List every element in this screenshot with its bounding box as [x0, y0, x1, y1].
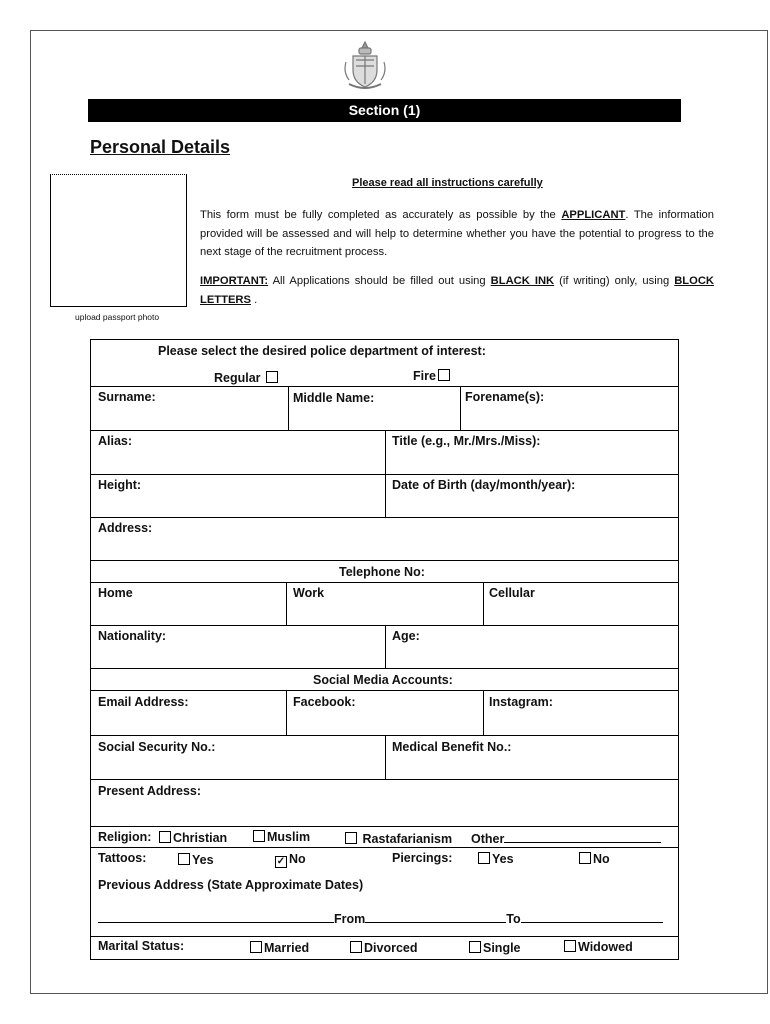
dob-field[interactable]: Date of Birth (day/month/year): — [392, 478, 576, 492]
piercings-yes-option[interactable] — [476, 852, 514, 866]
important-paragraph — [200, 272, 714, 310]
previous-address-line[interactable] — [98, 911, 663, 926]
divorced-label: Divorced — [364, 941, 418, 955]
to-label: To — [506, 912, 521, 926]
telephone-heading: Telephone No: — [339, 565, 425, 579]
widowed-checkbox[interactable] — [564, 940, 576, 952]
row-divider — [91, 560, 678, 561]
divorced-checkbox[interactable] — [350, 941, 362, 953]
fire-label: Fire — [413, 369, 436, 383]
to-date-blank[interactable] — [521, 911, 663, 923]
piercings-yes-checkbox[interactable] — [478, 852, 490, 864]
regular-option[interactable] — [214, 371, 280, 385]
married-label: Married — [264, 941, 310, 955]
instructions-heading: Please read all instructions carefully — [352, 177, 543, 189]
piercings-yes-label: Yes — [492, 852, 514, 866]
alias-field[interactable]: Alias: — [98, 434, 133, 448]
married-checkbox[interactable] — [250, 941, 262, 953]
applicant-emphasis: APPLICANT — [561, 209, 626, 221]
email-field[interactable]: Email Address: — [98, 695, 189, 709]
address-field[interactable]: Address: — [98, 521, 153, 535]
from-date-blank[interactable] — [365, 911, 506, 923]
marital-single-option[interactable] — [467, 941, 521, 955]
religion-muslim[interactable] — [251, 830, 310, 844]
medical-benefit-field[interactable]: Medical Benefit No.: — [392, 740, 512, 754]
row-divider — [91, 517, 678, 518]
col-divider — [483, 582, 484, 625]
social-media-heading: Social Media Accounts: — [313, 673, 453, 687]
piercings-no-label: No — [593, 852, 610, 866]
important-text-1: All Applications should be filled out using — [268, 275, 491, 287]
religion-rastafarianism[interactable] — [343, 832, 452, 846]
ssn-field[interactable]: Social Security No.: — [98, 740, 216, 754]
piercings-label: Piercings: — [392, 851, 453, 865]
religion-christian[interactable] — [157, 831, 227, 845]
title-field[interactable]: Title (e.g., Mr./Mrs./Miss): — [392, 434, 541, 448]
previous-address-label: Previous Address (State Approximate Dates) — [98, 878, 364, 892]
forenames-field[interactable]: Forename(s): — [465, 390, 545, 404]
tattoos-yes-checkbox[interactable] — [178, 853, 190, 865]
application-form — [90, 339, 679, 960]
row-divider — [91, 668, 678, 669]
col-divider — [286, 582, 287, 625]
row-divider — [91, 582, 678, 583]
row-divider — [91, 386, 678, 387]
work-phone-field[interactable]: Work — [293, 586, 325, 600]
row-divider — [91, 690, 678, 691]
religion-other[interactable] — [471, 831, 661, 846]
tattoos-yes-label: Yes — [192, 853, 214, 867]
muslim-checkbox[interactable] — [253, 830, 265, 842]
rastafarianism-checkbox[interactable] — [345, 832, 357, 844]
page-title: Personal Details — [90, 137, 231, 157]
important-label: IMPORTANT: — [200, 275, 269, 287]
col-divider — [385, 735, 386, 779]
rastafarianism-label: Rastafarianism — [362, 832, 453, 846]
piercings-no-option[interactable] — [577, 852, 610, 866]
present-address-field[interactable]: Present Address: — [98, 784, 202, 798]
widowed-label: Widowed — [578, 940, 633, 954]
col-divider — [460, 386, 461, 430]
row-divider — [91, 826, 678, 827]
piercings-no-checkbox[interactable] — [579, 852, 591, 864]
tattoos-no-checkbox[interactable]: ✓ — [276, 856, 286, 867]
previous-address-blank[interactable] — [98, 911, 334, 923]
tattoos-label: Tattoos: — [98, 851, 147, 865]
age-field[interactable]: Age: — [392, 629, 420, 643]
height-field[interactable]: Height: — [98, 478, 142, 492]
crest-logo-icon — [340, 40, 390, 92]
row-divider — [91, 847, 678, 848]
intro-paragraph — [200, 206, 714, 262]
col-divider — [385, 625, 386, 668]
block-letters-emphasis: BLOCK LETTERS — [200, 275, 714, 306]
fire-option[interactable] — [413, 369, 452, 383]
section-title-bar: Section (1) — [88, 99, 681, 122]
tattoos-no-label: No — [289, 852, 306, 866]
photo-caption: upload passport photo — [75, 312, 160, 322]
other-blank[interactable] — [504, 831, 661, 843]
surname-field[interactable]: Surname: — [98, 390, 156, 404]
from-label: From — [334, 912, 366, 926]
black-ink-emphasis: BLACK INK — [490, 275, 555, 287]
muslim-label: Muslim — [267, 830, 311, 844]
intro-text-1: This form must be fully completed as accurately as possible by the — [200, 209, 562, 221]
middle-name-field[interactable]: Middle Name: — [293, 391, 375, 405]
tattoos-no-option[interactable] — [273, 852, 306, 868]
marital-widowed-option[interactable] — [562, 940, 633, 954]
department-heading: Please select the desired police department of interest: — [158, 344, 486, 358]
col-divider — [483, 690, 484, 735]
row-divider — [91, 779, 678, 780]
intro-text-2: . The information provided will be assessed and will help to determine whether you have the potential to progress to the next stage of the recruitment process. — [200, 209, 714, 258]
regular-label: Regular — [214, 371, 261, 385]
col-divider — [385, 430, 386, 517]
marital-divorced-option[interactable] — [348, 941, 418, 955]
col-divider — [286, 690, 287, 735]
col-divider — [288, 386, 289, 430]
christian-label: Christian — [173, 831, 228, 845]
row-divider — [91, 936, 678, 937]
cellular-phone-field[interactable]: Cellular — [489, 586, 535, 600]
religion-label: Religion: — [98, 830, 152, 844]
christian-checkbox[interactable] — [159, 831, 171, 843]
marital-status-label: Marital Status: — [98, 939, 185, 953]
instagram-field[interactable]: Instagram: — [489, 695, 553, 709]
passport-photo-upload[interactable] — [50, 174, 187, 307]
tattoos-yes-option[interactable] — [176, 853, 214, 867]
important-text-3: . — [250, 294, 258, 306]
fire-checkbox[interactable] — [438, 369, 450, 381]
nationality-field[interactable]: Nationality: — [98, 629, 167, 643]
regular-checkbox[interactable] — [266, 371, 278, 383]
single-label: Single — [483, 941, 521, 955]
facebook-field[interactable]: Facebook: — [293, 695, 356, 709]
home-phone-field[interactable]: Home — [98, 586, 133, 600]
single-checkbox[interactable] — [469, 941, 481, 953]
other-label: Other — [471, 832, 505, 846]
important-text-2: (if writing) only, using — [554, 275, 675, 287]
marital-married-option[interactable] — [248, 941, 309, 955]
